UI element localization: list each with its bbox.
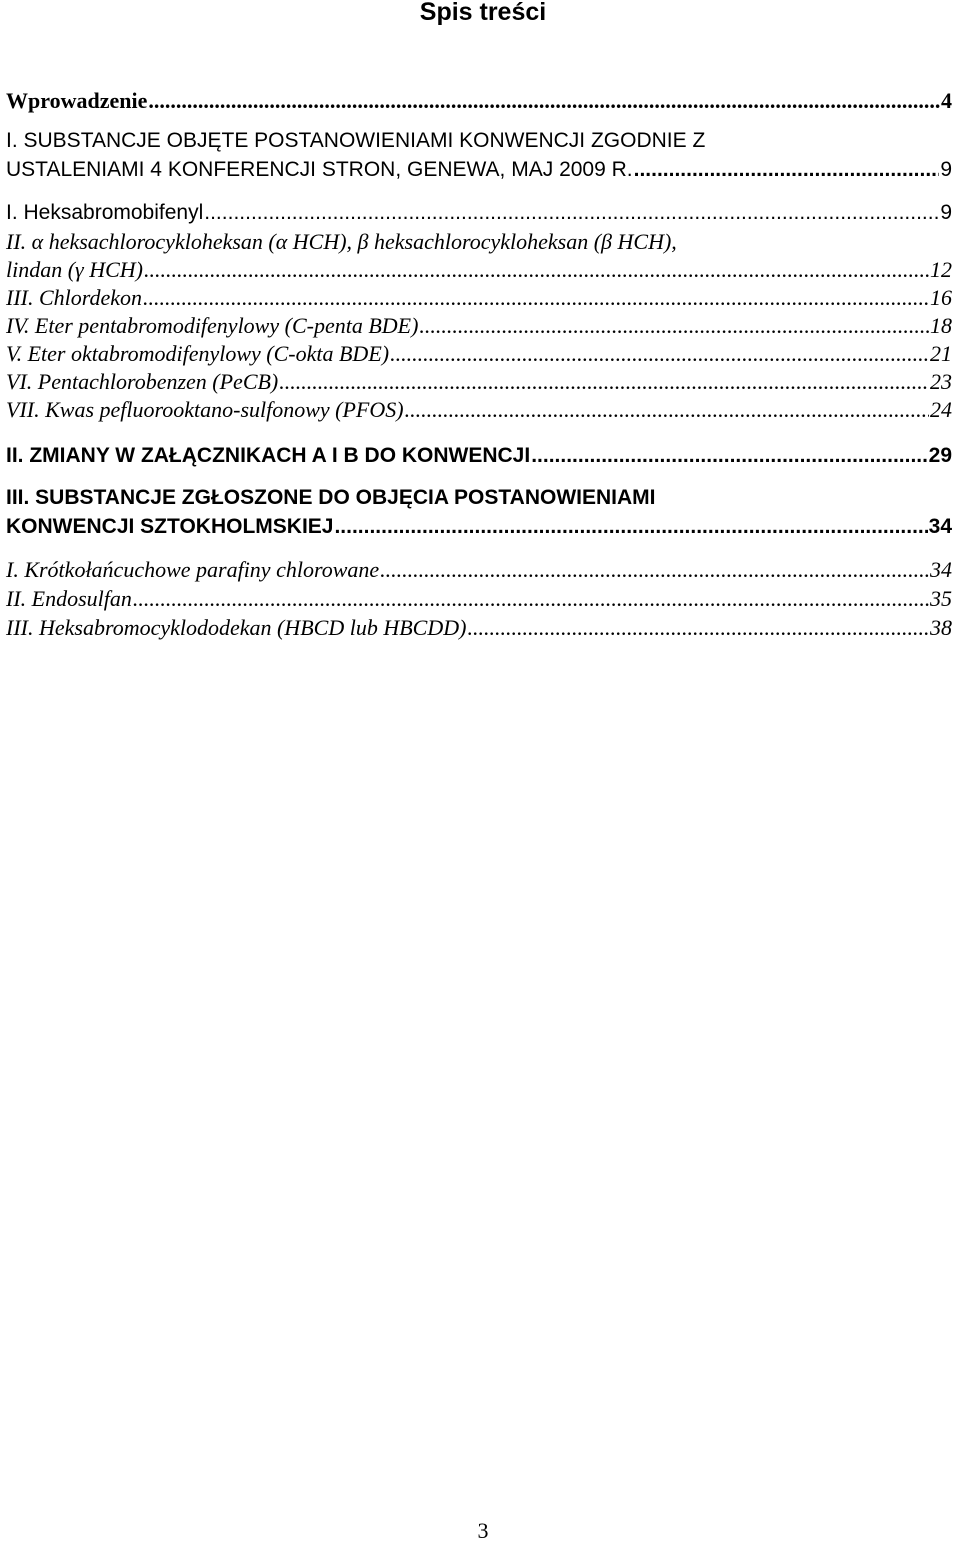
- toc-page-number: 18: [930, 313, 952, 338]
- toc-leader-dots: [634, 157, 940, 183]
- toc-entry-label: II. Endosulfan: [6, 586, 132, 611]
- toc-page-number: 16: [930, 285, 952, 310]
- toc-subentry-1-2-line-1[interactable]: II. α heksachlorocykloheksan (α HCH), β heksachlorocykloheksan (β HCH),: [6, 229, 677, 254]
- toc-leader-dots: [380, 557, 929, 583]
- toc-leader-dots: [467, 615, 929, 641]
- toc-leader-dots: [133, 586, 929, 612]
- toc-entry-label: USTALENIAMI 4 KONFERENCJI STRON, GENEWA, MAJ 2009 R.: [6, 158, 633, 181]
- toc-section-2[interactable]: [6, 443, 952, 469]
- toc-page-number: 4: [941, 88, 952, 113]
- toc-entry-label: II. ZMIANY W ZAŁĄCZNIKACH A I B DO KONWENCJI: [6, 444, 531, 467]
- toc-subentry-1-3[interactable]: [6, 285, 952, 311]
- toc-leader-dots: [279, 369, 929, 395]
- toc-page-number: 34: [928, 515, 952, 538]
- toc-page-number: 35: [930, 586, 952, 611]
- toc-subentry-1-7[interactable]: [6, 397, 952, 423]
- toc-entry-label: Wprowadzenie: [6, 88, 148, 113]
- toc-entry-label: III. Chlordekon: [6, 285, 143, 310]
- toc-subentry-1-2[interactable]: [6, 257, 952, 283]
- toc-entry-label: VII. Kwas pefluorooktano-sulfonowy (PFOS): [6, 397, 404, 422]
- toc-page-number: 34: [930, 557, 952, 582]
- toc-page-number: 21: [930, 341, 952, 366]
- toc-leader-dots: [334, 514, 927, 540]
- toc-leader-dots: [531, 443, 927, 469]
- toc-entry-intro[interactable]: [6, 88, 952, 114]
- toc-leader-dots: [148, 88, 940, 114]
- toc-subentry-1-5[interactable]: [6, 341, 952, 367]
- toc-page-number: 9: [940, 201, 952, 224]
- toc-subentry-3-3[interactable]: [6, 615, 952, 641]
- toc-subentry-3-2[interactable]: [6, 586, 952, 612]
- toc-leader-dots: [143, 285, 929, 311]
- toc-page-number: 38: [930, 615, 952, 640]
- toc-entry-label: I. Heksabromobifenyl: [6, 201, 204, 224]
- toc-page-number: 24: [930, 397, 952, 422]
- toc-leader-dots: [390, 341, 929, 367]
- toc-page-number: 9: [940, 158, 952, 181]
- toc-section-1-line-1[interactable]: I. SUBSTANCJE OBJĘTE POSTANOWIENIAMI KONWENCJI ZGODNIE Z: [6, 129, 706, 152]
- toc-entry-label: IV. Eter pentabromodifenylowy (C-penta BDE): [6, 313, 419, 338]
- toc-subentry-1-1[interactable]: [6, 200, 952, 226]
- toc-subentry-1-6[interactable]: [6, 369, 952, 395]
- toc-subentry-1-4[interactable]: [6, 313, 952, 339]
- toc-section-3-line-1[interactable]: III. SUBSTANCJE ZGŁOSZONE DO OBJĘCIA POSTANOWIENIAMI: [6, 486, 656, 509]
- toc-entry-label: I. Krótkołańcuchowe parafiny chlorowane: [6, 557, 380, 582]
- toc-entry-label: VI. Pentachlorobenzen (PeCB): [6, 369, 279, 394]
- toc-subentry-3-1[interactable]: [6, 557, 952, 583]
- toc-section-3[interactable]: [6, 514, 952, 540]
- toc-entry-label: lindan (γ HCH): [6, 257, 143, 282]
- toc-leader-dots: [419, 313, 929, 339]
- toc-leader-dots: [405, 397, 929, 423]
- page-number: 3: [477, 1518, 489, 1543]
- page-title: Spis treści: [419, 0, 547, 26]
- toc-page-number: 23: [930, 369, 952, 394]
- toc-page-number: 12: [930, 257, 952, 282]
- toc-leader-dots: [204, 200, 939, 226]
- toc-entry-label: KONWENCJI SZTOKHOLMSKIEJ: [6, 515, 334, 538]
- toc-entry-label: V. Eter oktabromodifenylowy (C-okta BDE): [6, 341, 390, 366]
- toc-page-number: 29: [928, 444, 952, 467]
- toc-entry-label: III. Heksabromocyklododekan (HBCD lub HBCDD): [6, 615, 467, 640]
- toc-section-1[interactable]: [6, 157, 952, 183]
- toc-leader-dots: [144, 257, 929, 283]
